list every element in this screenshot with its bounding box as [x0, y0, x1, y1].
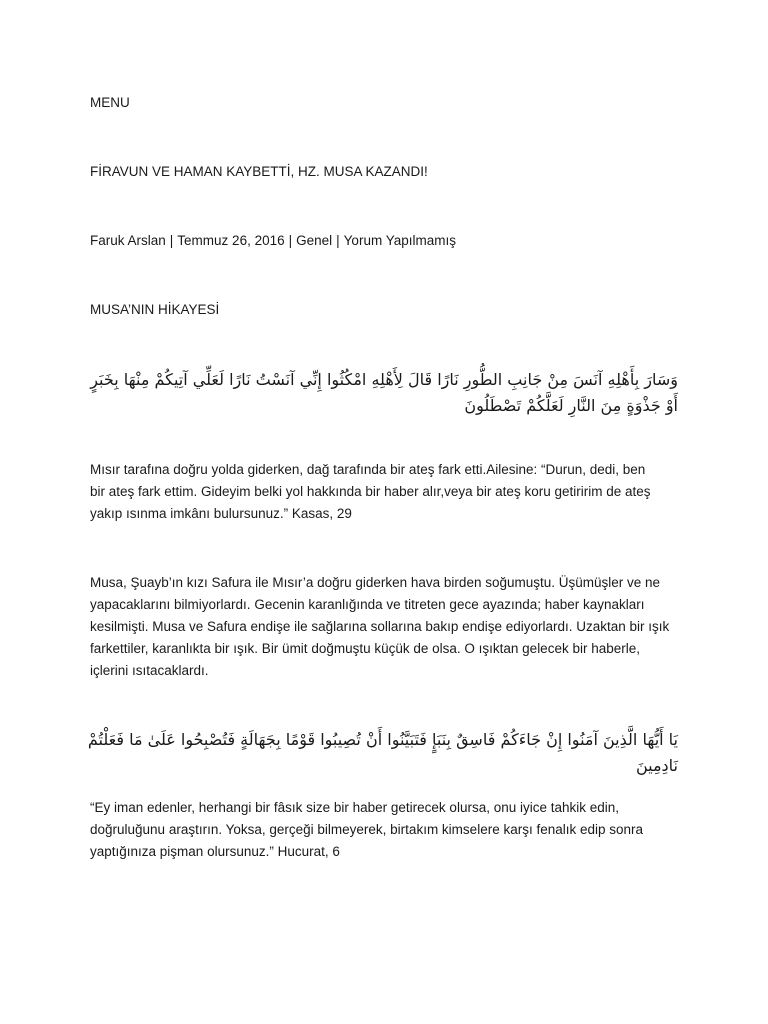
paragraph-line: farkettiler, karanlıkta bir ışık. Bir ümit doğmuştu küçük de olsa. O ışıktan gelecek bir haberle, [90, 641, 640, 656]
paragraph-line: “Ey iman edenler, herhangi bir fâsık size bir haber getirecek olursa, onu iyice tahkik edin, [90, 800, 620, 815]
paragraph-line: Musa, Şuayb’ın kızı Safura ile Mısır’a doğru giderken hava birden soğumuştu. Üşümüşler ve ne [90, 575, 661, 590]
paragraph-line: bir ateş fark ettim. Gideyim belki yol hakkında bir haber alır,veya bir ateş koru getiririm de ateş [90, 484, 651, 499]
story-paragraph [90, 572, 680, 682]
section-heading: MUSA’NIN HİKAYESİ [90, 302, 220, 317]
paragraph-line: kesilmişti. Musa ve Safura endişe ile sağlarına sollarına bakıp endişe ediyorlardı. Uzaktan bir ışık [90, 619, 670, 634]
translation-kasas [90, 459, 680, 525]
paragraph-line: yaptığınıza pişman olursunuz.” Hucurat, 6 [90, 844, 340, 859]
arabic-verse-kasas: وَسَارَ بِأَهْلِهِ آنَسَ مِنْ جَانِبِ الطُّورِ نَارًا قَالَ لِأَهْلِهِ امْكُثُوا إِنِّي آنَسْتُ نَارًا لَعَلِّي آتِيكُمْ مِنْهَا بِخَبَرٍ أَوْ جَذْوَةٍ مِنَ النَّارِ لَعَلَّكُمْ تَصْطَلُونَ [90, 370, 678, 415]
meta-separator: | [288, 233, 293, 248]
paragraph-line: doğruluğunu araştırın. Yoksa, gerçeği bilmeyerek, birtakım kimselere karşı fenalık edip sonra [90, 822, 644, 837]
author-link[interactable]: Faruk Arslan [90, 233, 166, 248]
category-link[interactable]: Genel [296, 233, 333, 248]
post-title: FİRAVUN VE HAMAN KAYBETTİ, HZ. MUSA KAZANDI! [90, 164, 428, 179]
post-date: Temmuz 26, 2016 [177, 233, 285, 248]
paragraph-line: Mısır tarafına doğru yolda giderken, dağ tarafında bir ateş fark etti.Ailesine: “Durun, dedi, ben [90, 462, 646, 477]
paragraph-line: yakıp ısınma imkânı bulursunuz.” Kasas, 29 [90, 506, 352, 521]
arabic-verse-hucurat: يَا أَيُّهَا الَّذِينَ آمَنُوا إِنْ جَاءَكُمْ فَاسِقٌ بِنَبَإٍ فَتَبَيَّنُوا أَنْ تُصِيبُوا قَوْمًا بِجَهَالَةٍ فَتُصْبِحُوا عَلَىٰ مَا فَعَلْتُمْ نَادِمِينَ [87, 730, 678, 775]
paragraph-line: yapacaklarını bilmiyorlardı. Gecenin karanlığında ve titreten gece ayazında; haber kaynakları [90, 597, 645, 612]
meta-separator: | [336, 233, 340, 248]
meta-separator: | [169, 233, 174, 248]
translation-hucurat [90, 797, 680, 863]
paragraph-line: içlerini ısıtacaklardı. [90, 663, 209, 678]
post-meta [90, 230, 456, 252]
menu-link[interactable]: MENU [90, 95, 130, 110]
comments-link[interactable]: Yorum Yapılmamış [343, 233, 456, 248]
